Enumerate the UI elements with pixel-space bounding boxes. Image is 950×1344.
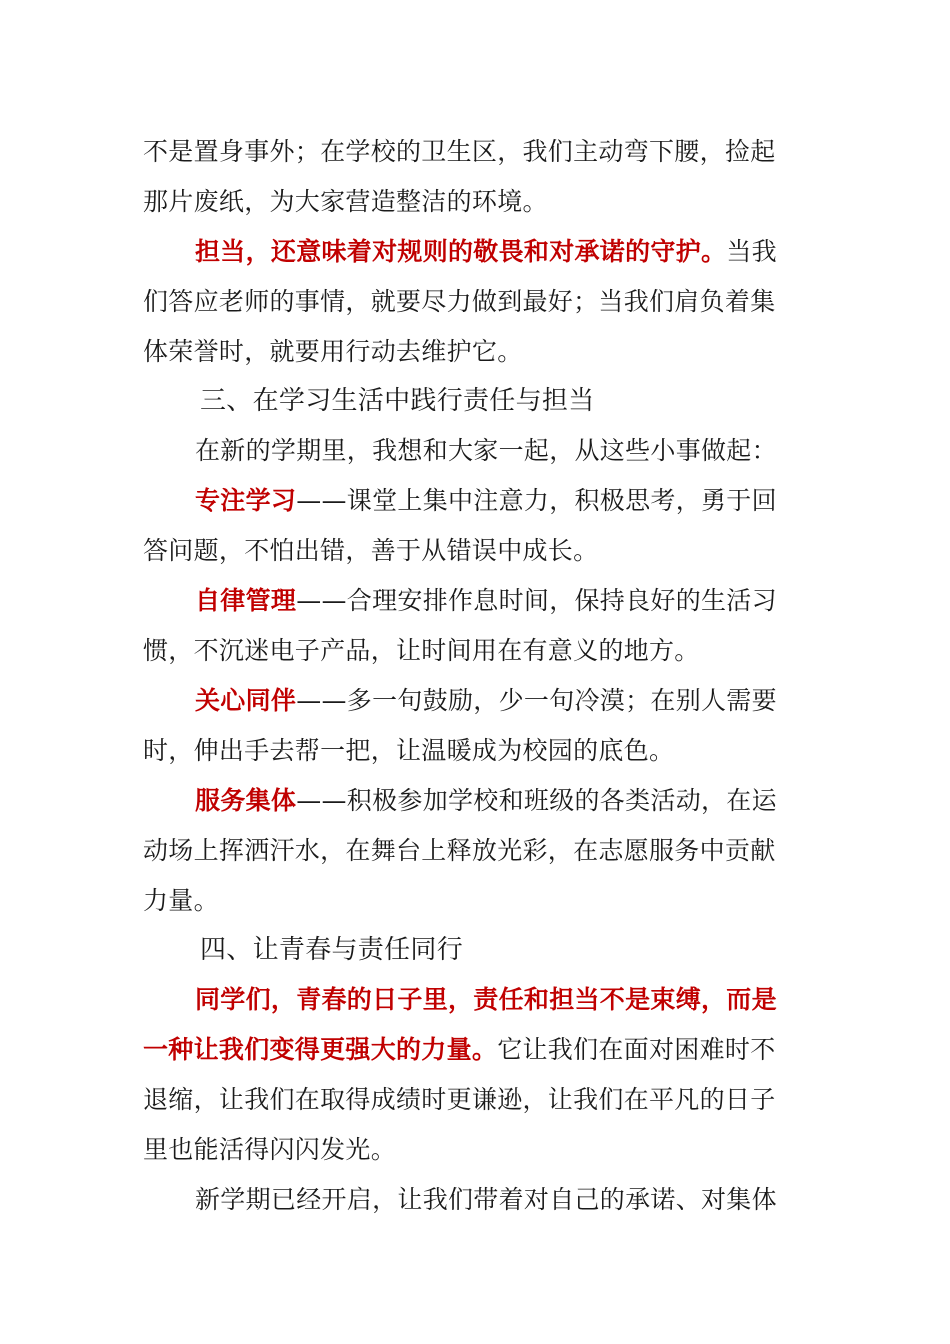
line-text: 那片废纸，为大家营造整洁的环境。 [143, 187, 548, 216]
paragraph-line [195, 1183, 875, 1217]
emphasis-text: 担当，还意味着对规则的敬畏和对承诺的守护。 [195, 237, 727, 266]
section-heading [200, 933, 880, 967]
heading-text: 四、让青春与责任同行 [200, 935, 464, 965]
paragraph-line [195, 434, 875, 468]
line-text: 动场上挥洒汗水，在舞台上释放光彩，在志愿服务中贡献 [143, 836, 776, 865]
paragraph-line [143, 884, 823, 918]
line-text: ——课堂上集中注意力，积极思考，勇于回 [296, 486, 777, 515]
line-text: 不是置身事外；在学校的卫生区，我们主动弯下腰，捡起 [143, 137, 776, 166]
paragraph-line [143, 335, 823, 369]
emphasis-text: 自律管理 [195, 586, 297, 615]
paragraph-line [195, 584, 875, 618]
paragraph-line [195, 684, 875, 718]
line-text: 体荣誉时，就要用行动去维护它。 [143, 337, 523, 366]
paragraph-line [143, 734, 823, 768]
paragraph-line [195, 484, 875, 518]
line-text: 里也能活得闪闪发光。 [143, 1135, 397, 1164]
line-text: ——合理安排作息时间，保持良好的生活习 [296, 586, 777, 615]
emphasis-text: 关心同伴 [195, 686, 297, 715]
paragraph-line [143, 534, 823, 568]
paragraph-line [143, 1133, 823, 1167]
paragraph-line [143, 1033, 823, 1067]
line-text: 新学期已经开启，让我们带着对自己的承诺、对集体 [195, 1185, 777, 1214]
line-text: 在新的学期里，我想和大家一起，从这些小事做起： [195, 436, 777, 465]
paragraph-line [195, 784, 875, 818]
paragraph-line [143, 185, 823, 219]
line-text: 它让我们在面对困难时不 [497, 1035, 776, 1064]
line-text: ——积极参加学校和班级的各类活动，在运 [296, 786, 777, 815]
paragraph-line [143, 135, 823, 169]
line-text: 力量。 [143, 886, 219, 915]
line-text: 惯，不沉迷电子产品，让时间用在有意义的地方。 [143, 636, 700, 665]
emphasis-text: 服务集体 [195, 786, 297, 815]
line-text: 答问题，不怕出错，善于从错误中成长。 [143, 536, 599, 565]
emphasis-text: 一种让我们变得更强大的力量。 [143, 1035, 498, 1064]
line-text: 们答应老师的事情，就要尽力做到最好；当我们肩负着集 [143, 287, 776, 316]
line-text: 退缩，让我们在取得成绩时更谦逊，让我们在平凡的日子 [143, 1085, 776, 1114]
paragraph-line [195, 235, 875, 269]
paragraph-line [143, 285, 823, 319]
line-text: ——多一句鼓励，少一句冷漠；在别人需要 [296, 686, 777, 715]
paragraph-line [143, 634, 823, 668]
section-heading [200, 384, 880, 418]
paragraph-line [195, 983, 875, 1017]
emphasis-text: 同学们，青春的日子里，责任和担当不是束缚，而是 [195, 985, 777, 1014]
paragraph-line [143, 1083, 823, 1117]
paragraph-line [143, 834, 823, 868]
line-text: 当我 [726, 237, 777, 266]
heading-text: 三、在学习生活中践行责任与担当 [200, 386, 595, 416]
line-text: 时，伸出手去帮一把，让温暖成为校园的底色。 [143, 736, 675, 765]
emphasis-text: 专注学习 [195, 486, 297, 515]
